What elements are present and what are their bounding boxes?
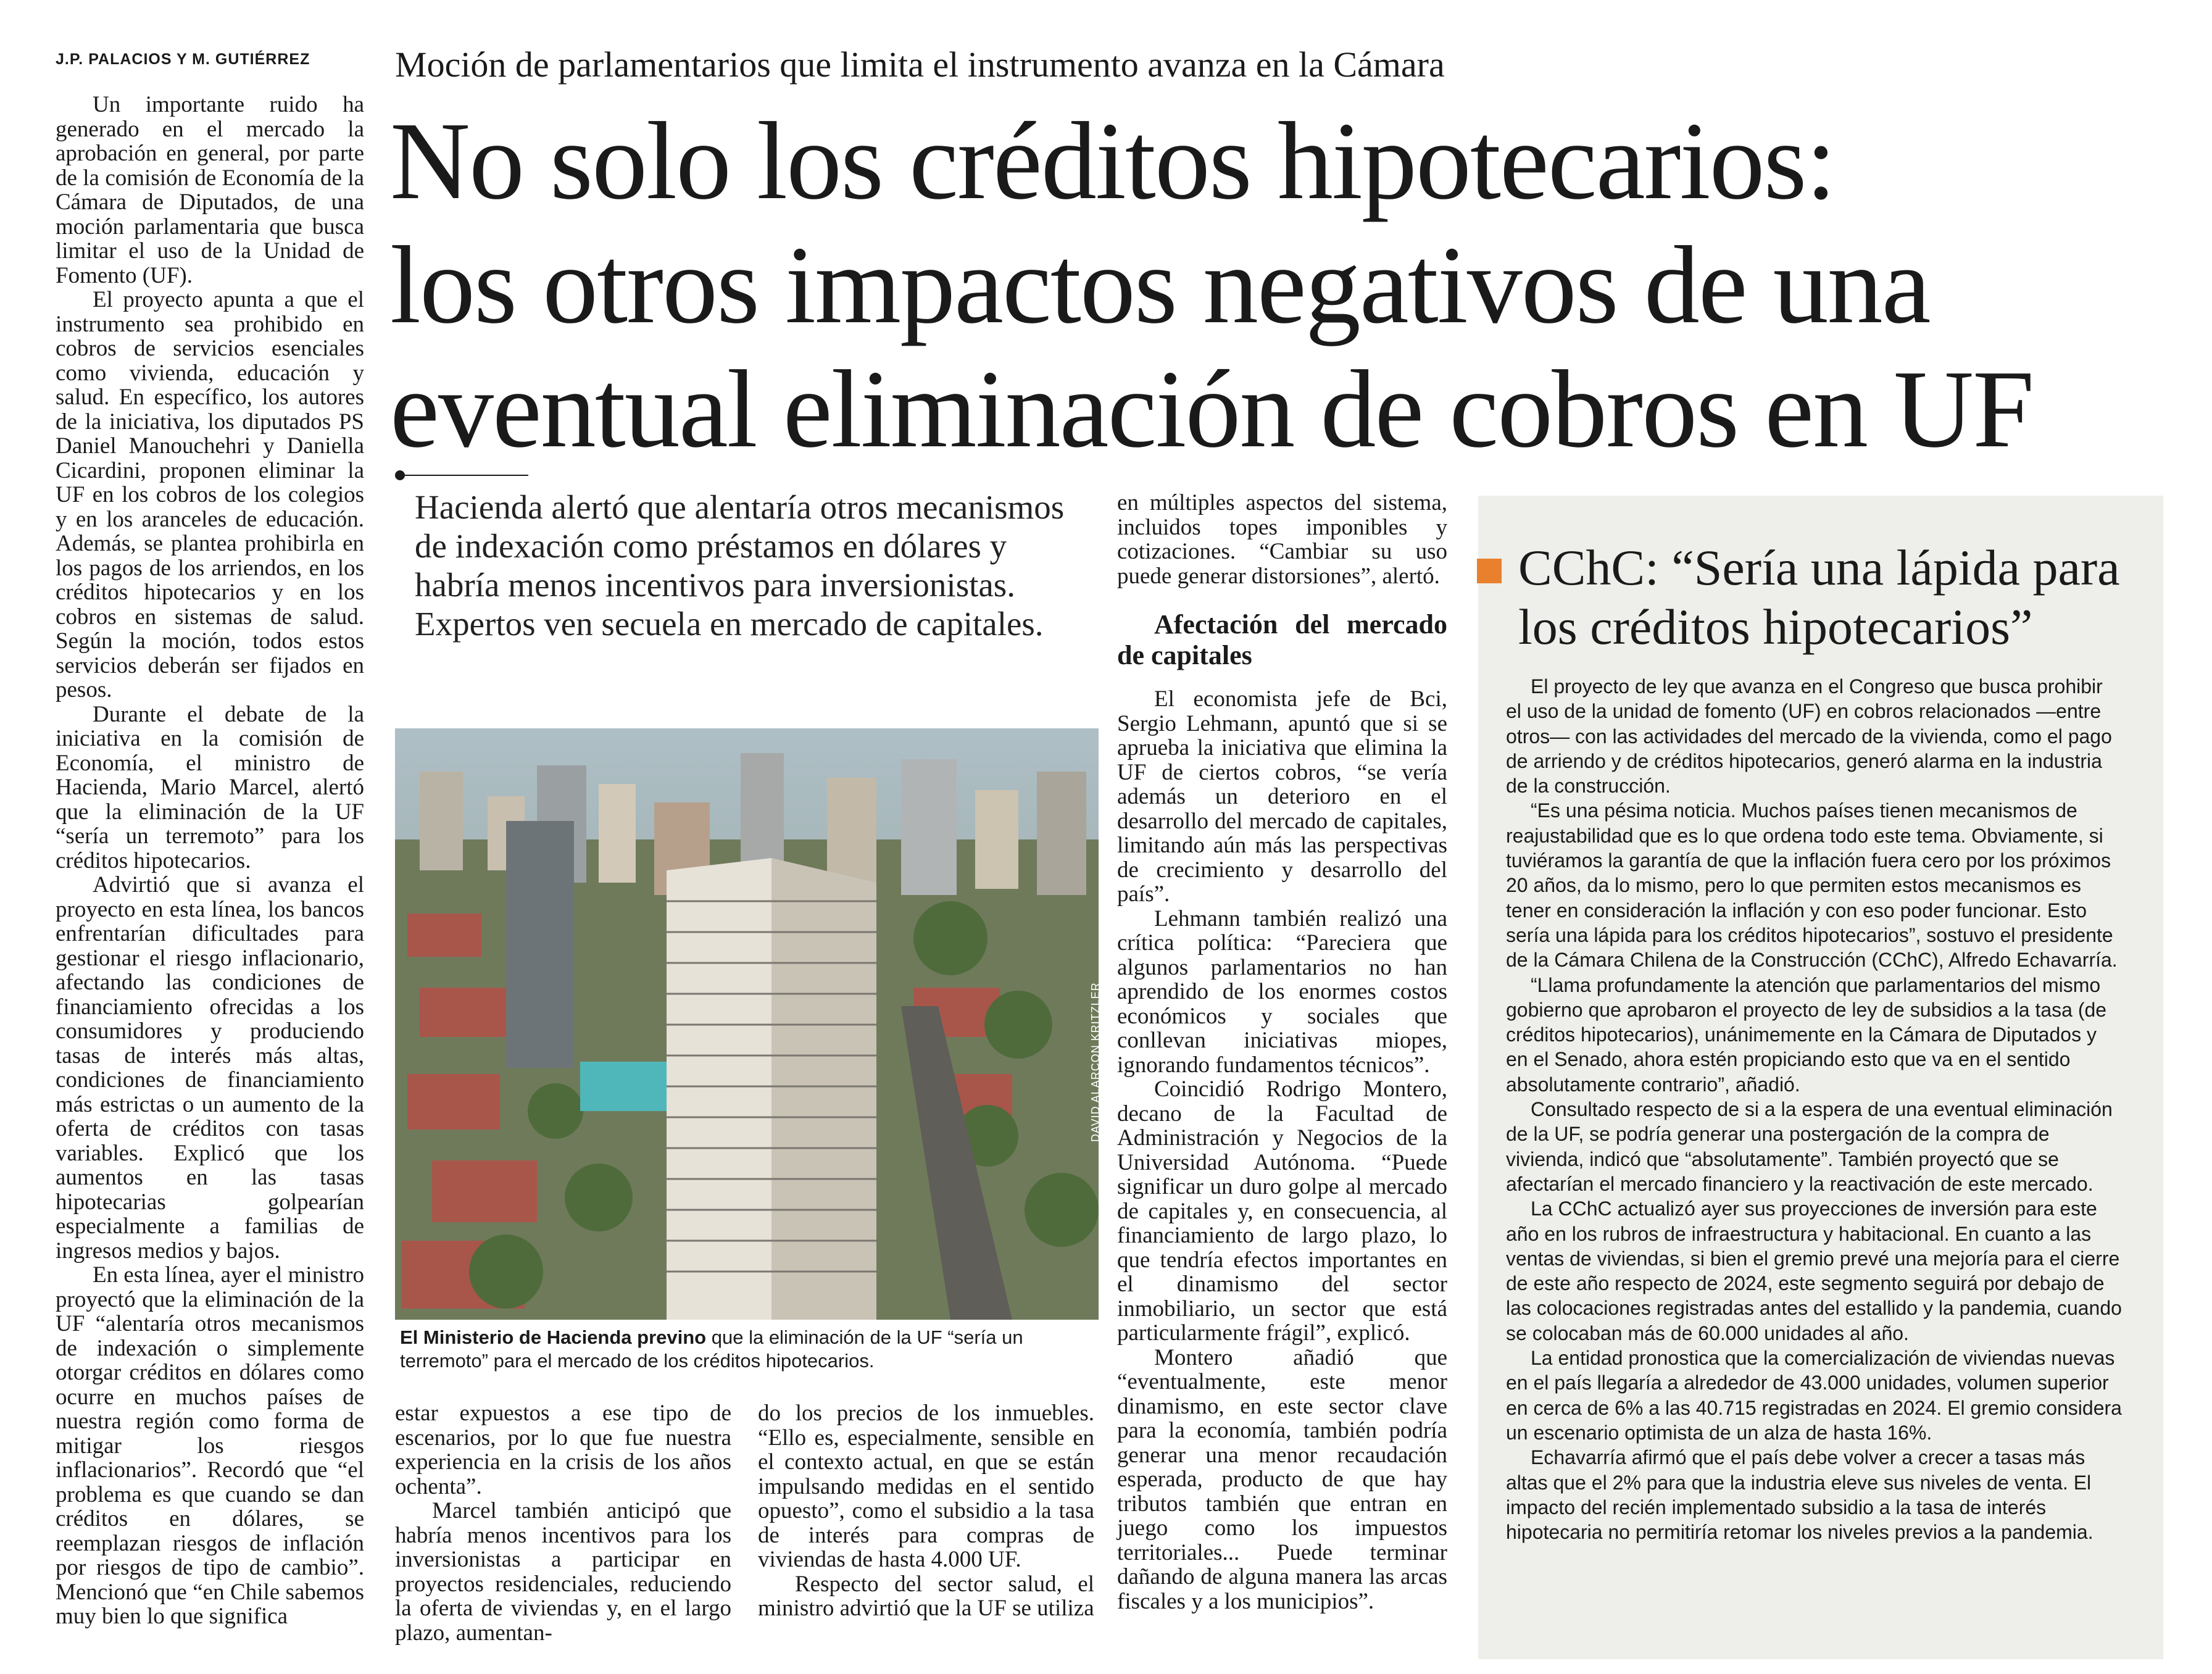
paragraph: do los precios de los inmuebles. “Ello es, especialmente, sensible en el contexto actual, en que se están impulsando medidas en el sentido opuesto”, como el subsidio a la tasa de interés para compras de viviendas de hasta 4.000 UF. <box>758 1401 1094 1572</box>
paragraph: La CChC actualizó ayer sus proyecciones de inversión para este año en los rubros de infraestructura y habitacional. En cuanto a las ventas de viviendas, si bien el gremio prevé una mejoría para el cierre de este año respecto de 2024, este segmento seguirá por debajo de las colocaciones registradas antes del estallido y la pandemia, cuando se colocaban más de 60.000 unidades al año. <box>1506 1197 2122 1344</box>
paragraph: Echavarría afirmó que el país debe volver a crecer a tasas más altas que el 2% para que la industria eleve sus niveles de venta. El impacto del recién implementado subsidio a la tasa de interés hipotecaria no permitiría retomar los niveles previos a la pandemia. <box>1506 1446 2094 1544</box>
paragraph: Lehmann también realizó una crítica política: “Pareciera que algunos parlamentarios no han aprendido de los enormes costos económicos y sociales que conllevan iniciativas miopes, ignorando fundamentos técnicos”. <box>1117 906 1447 1078</box>
paragraph: en múltiples aspectos del sistema, incluidos topes imponibles y cotizaciones. “Cambiar su uso puede generar distorsiones”, alertó. <box>1117 490 1447 589</box>
caption-lead: El Ministerio de Hacienda previno <box>400 1326 707 1348</box>
byline: J.P. PALACIOS Y M. GUTIÉRREZ <box>56 51 310 68</box>
rule-line <box>405 475 528 476</box>
photo-caption <box>400 1326 1097 1373</box>
photo-credit: DAVID ALARCON KRITZLER <box>1089 982 1102 1142</box>
headline-line: eventual eliminación de cobros en UF <box>390 348 2034 470</box>
deck: Hacienda alertó que alentaría otros mecanismos de indexación como préstamos en dólares y habría menos incentivos para inversionistas. Expertos ven secuela en mercado de capitales. <box>415 488 1065 643</box>
paragraph: Coincidió Rodrigo Montero, decano de la Facultad de Administración y Negocios de la Universidad Autónoma. “Puede significar un duro golpe al mercado de capitales y, en consecuencia, al financiamiento de largo plazo, lo que tendría efectos importantes en el dinamismo del sector inmobiliario, un sector que está particularmente frágil”, explicó. <box>1117 1076 1447 1346</box>
section-subhead: Afectación del mercado de capitales <box>1117 609 1447 670</box>
rule-dot <box>395 470 405 480</box>
paragraph: Durante el debate de la iniciativa en la comisión de Economía, el ministro de Hacienda, Mario Marcel, alertó que la eliminación de la UF “sería un terremoto” para los créditos hipotecarios. <box>56 701 364 873</box>
kicker: Moción de parlamentarios que limita el instrumento avanza en la Cámara <box>395 44 1445 85</box>
paragraph: Un importante ruido ha generado en el mercado la aprobación en general, por parte de la comisión de Economía de la Cámara de Diputados, de una moción parlamentaria que busca limitar el uso de la Unidad de Fomento (UF). <box>56 92 364 288</box>
paragraph: Montero añadió que “eventualmente, este menor dinamismo, en este sector clave para la economía, también podría generar una menor recaudación esperada, producto de que hay tributos también que entran en juego como los impuestos territoriales... Puede terminar dañando de alguna manera las arcas fiscales y a los municipios”. <box>1117 1344 1447 1614</box>
article-column-4 <box>1117 491 1447 1614</box>
paragraph: Respecto del sector salud, el ministro advirtió que la UF se utiliza <box>758 1571 1094 1621</box>
paragraph: Advirtió que si avanza el proyecto en esta línea, los bancos enfrentarían dificultades para gestionar el riesgo inflacionario, afectando las condiciones de financiamiento ofrecidas a los consumidores y produciendo tasas de interés más altas, condiciones de financiamiento más estrictas o un aumento de la oferta de créditos con tasas variables. Explicó que los aumentos en las tasas hipotecarias golpearían especialmente a familias de ingresos medios y bajos. <box>56 872 364 1264</box>
article-column-2 <box>395 1401 731 1645</box>
paragraph: Consultado respecto de si a la espera de una eventual eliminación de la UF, se podría generar una postergación de la compra de vivienda, indicó que “absolutamente”. También proyectó que se afectarían el mercado financiero y la reactivación de este mercado. <box>1506 1098 2113 1195</box>
paragraph: Marcel también anticipó que habría menos incentivos para los inversionistas a participar en proyectos residenciales, reduciendo la oferta de viviendas y, en el largo plazo, aumentan- <box>395 1498 731 1646</box>
article-column-1 <box>56 93 364 1629</box>
paragraph: “Llama profundamente la atención que parlamentarios del mismo gobierno que aprobaron el proyecto de ley de subsidios a la tasa (de créditos hipotecarios), unánimemente en la Cámara de Diputados y en el Senado, ahora estén propiciando esto que va en el sentido absolutamente contrario”, añadió. <box>1506 973 2107 1096</box>
caption-text: que la eliminación de la UF “sería un terremoto” para el mercado de los créditos hipotecarios. <box>400 1326 1023 1372</box>
sidebar-title: CChC: “Sería una lápida para los créditos hipotecarios” <box>1518 539 2120 655</box>
paragraph: En esta línea, ayer el ministro proyectó que la eliminación de la UF “alentaría otros mecanismos de indexación o simplemente otorgar créditos en dólares como ocurre en muchos países de nuestra región como forma de mitigar los riesgos inflacionarios”. Recordó que “el problema es que cuando se dan créditos en dólares, se reemplazan riesgos de inflación por riesgos de tipo de cambio”. Mencionó que “en Chile sabemos muy bien lo que significa <box>56 1262 364 1629</box>
paragraph: El proyecto apunta a que el instrumento sea prohibido en cobros de servicios esenciales como vivienda, educación y salud. En específico, los autores de la iniciativa, los diputados PS Daniel Manouchehri y Daniella Cicardini, proponen eliminar la UF en los cobros de los colegios y en los aranceles de educación. Además, se plantea prohibirla en los pagos de los arriendos, en los créditos hipotecarios y en los cobros en sistemas de salud. Según la moción, todos estos servicios deberán ser fijados en pesos. <box>56 287 364 702</box>
article-column-3 <box>758 1401 1094 1621</box>
paragraph: “Es una pésima noticia. Muchos países tienen mecanismos de reajustabilidad que es lo que ordena todo este tema. Obviamente, si tuviéramos la garantía de que la inflación fuera cero por los próximos 20 años, da lo mismo, pero lo que permiten estos mecanismos es tener en consideración la inflación y con eso poder funcionar. Esto sería una lápida para los créditos hipotecarios”, sostuvo el presidente de la Cámara Chilena de la Construcción (CChC), Alfredo Echavarría. <box>1506 799 2118 972</box>
headline-line: los otros impactos negativos de una <box>390 223 1930 346</box>
paragraph: El proyecto de ley que avanza en el Congreso que busca prohibir el uso de la unidad de fomento (UF) en cobros relacionados —entre otros— con las actividades del mercado de la vivienda, como el pago de arriendo y de créditos hipotecarios, generó alarma en la industria de la construcción. <box>1506 675 2112 797</box>
paragraph: estar expuestos a ese tipo de escenarios, por lo que fue nuestra experiencia en la crisis de los años ochenta”. <box>395 1401 731 1499</box>
paragraph: La entidad pronostica que la comercialización de viviendas nuevas en el país llegaría a alrededor de 43.000 unidades, volumen superior en cerca de 6% a las 40.715 registradas en 2024. El gremio considera un escenario optimista de un alza de hasta 16%. <box>1506 1347 2122 1444</box>
sidebar-body <box>1506 674 2123 1544</box>
headline-line: No solo los créditos hipotecarios: <box>390 99 1836 222</box>
headline <box>390 99 2198 471</box>
article-photo <box>395 728 1099 1320</box>
paragraph: El economista jefe de Bci, Sergio Lehmann, apuntó que si se aprueba la iniciativa que elimina la UF de ciertos cobros, “se vería además un deterioro en el desarrollo del mercado de capitales, limitando aún más las perspectivas de crecimiento y desarrollo del país”. <box>1117 686 1447 907</box>
orange-square-marker <box>1477 559 1502 583</box>
city-photo-illustration <box>395 728 1099 1320</box>
